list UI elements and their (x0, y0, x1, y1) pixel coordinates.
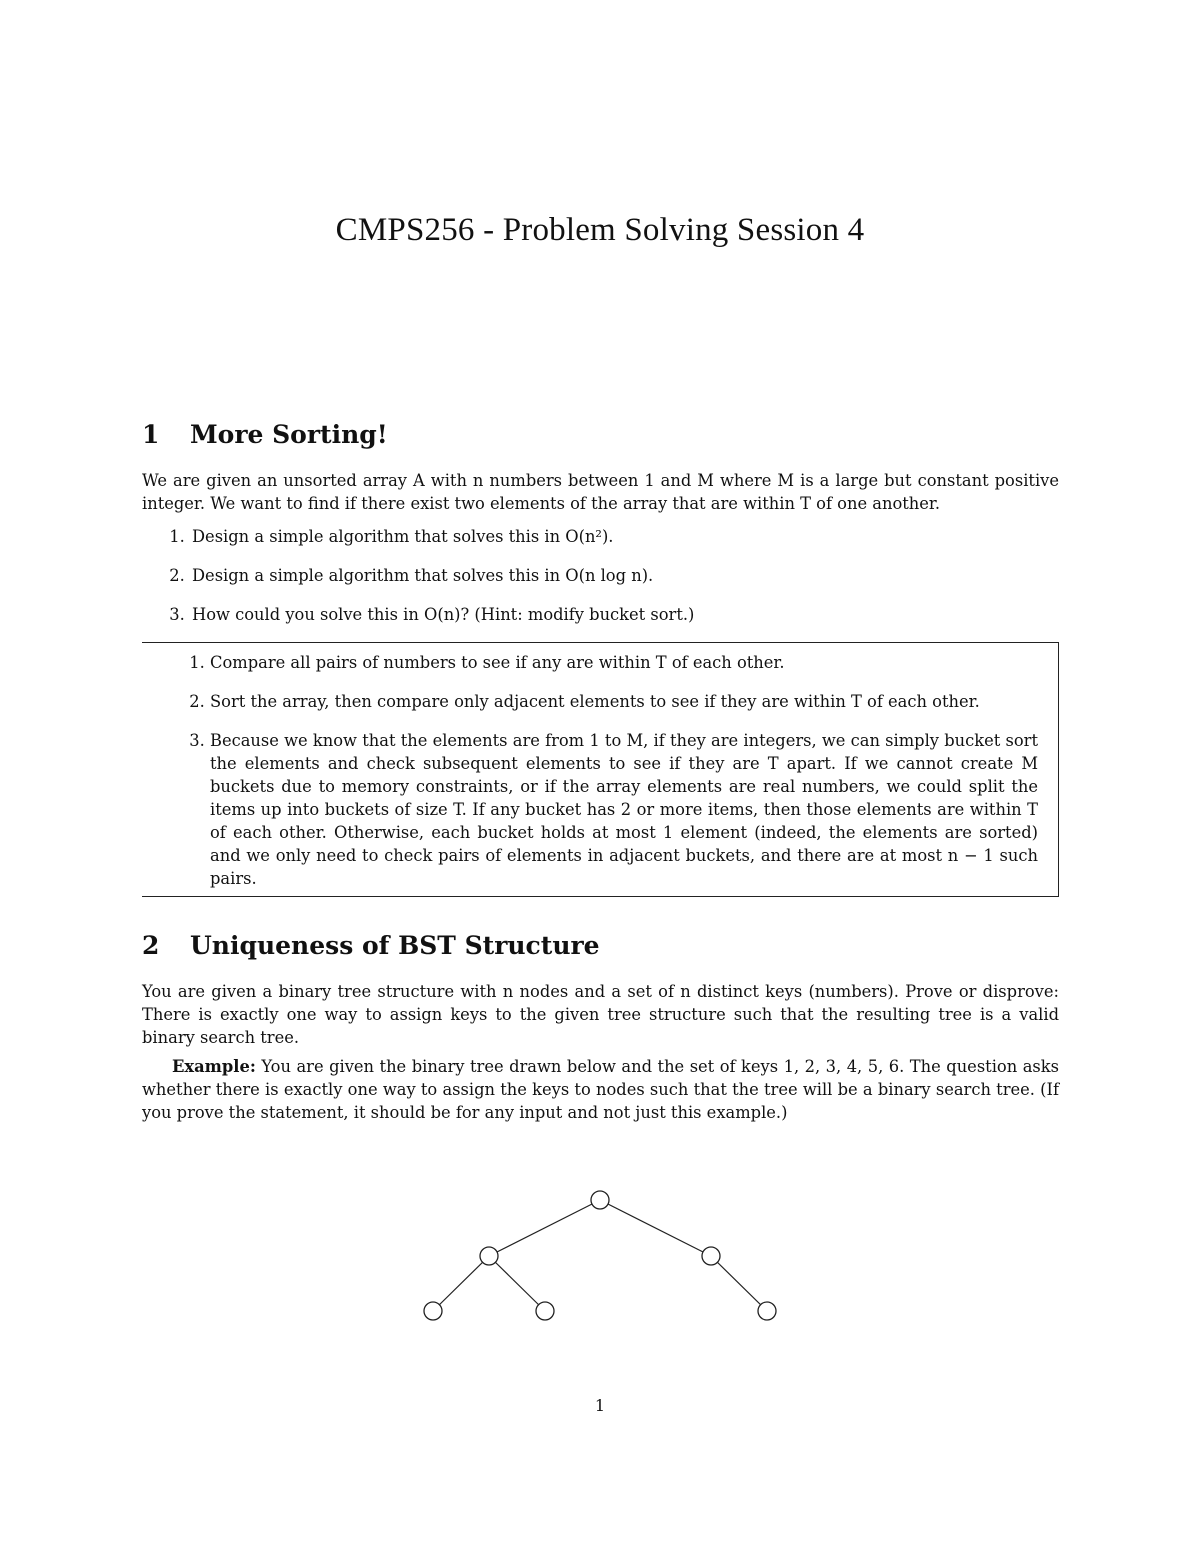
section-2-intro: You are given a binary tree structure with n nodes and a set of n distinct keys (numbers). Prove or disprove: There is exactly one way to assign keys to the given tree structure such that the resulting tree is a valid binary search tree. (142, 982, 1059, 1047)
tree-edge (711, 1256, 767, 1311)
solution-box (142, 642, 1059, 897)
tree-edge (600, 1200, 711, 1256)
tree-node (480, 1247, 498, 1265)
tree-edge (433, 1256, 489, 1311)
example-text: You are given the binary tree drawn below and the set of keys 1, 2, 3, 4, 5, 6. The question asks whether there is exactly one way to assign the keys to nodes such that the tree will be a binary search tree. (If you prove the statement, it should be for any input and not just this example.) (142, 1057, 1059, 1122)
tree-node (702, 1247, 720, 1265)
tree-edge (489, 1256, 545, 1311)
question-item: 1. Design a simple algorithm that solves this in O(n²). (190, 525, 1059, 548)
example-paragraph (142, 1055, 1059, 1124)
tree-node-leaf (758, 1302, 776, 1320)
page-number: 1 (594, 1396, 606, 1415)
example-label: Example: (172, 1057, 256, 1076)
tree-edge (489, 1200, 600, 1256)
section-number: 2 (142, 931, 160, 960)
section-1-heading (142, 420, 1059, 449)
binary-tree-diagram (420, 1180, 790, 1330)
tree-node-leaf (536, 1302, 554, 1320)
section-title: More Sorting! (190, 420, 388, 449)
answer-item: 1. Compare all pairs of numbers to see if any are within T of each other. (210, 651, 1038, 674)
answer-list (162, 651, 1038, 890)
answer-item: 3. Because we know that the elements are from 1 to M, if they are integers, we can simply bucket sort the elements and check subsequent elements to see if they are T apart. If we cannot create M buckets due to memory constraints, or if the array elements are real numbers, we could split the items up into buckets of size T. If any bucket has 2 or more items, then those elements are within T of each other. Otherwise, each bucket holds at most 1 element (indeed, the elements are sorted) and we only need to check pairs of elements in adjacent buckets, and there are at most n − 1 such pairs. (210, 729, 1038, 890)
section-number: 1 (142, 420, 160, 449)
question-list (142, 525, 1059, 626)
section-2-heading (142, 931, 1059, 960)
tree-node-root (591, 1191, 609, 1209)
answer-item: 2. Sort the array, then compare only adjacent elements to see if they are within T of each other. (210, 690, 1038, 713)
section-1-intro: We are given an unsorted array A with n numbers between 1 and M where M is a large but constant positive integer. We want to find if there exist two elements of the array that are within T of one another. (142, 471, 1059, 513)
question-item: 2. Design a simple algorithm that solves this in O(n log n). (190, 564, 1059, 587)
question-item: 3. How could you solve this in O(n)? (Hint: modify bucket sort.) (190, 603, 1059, 626)
main-content (142, 420, 1059, 1124)
page-title: CMPS256 - Problem Solving Session 4 (335, 212, 865, 248)
section-title: Uniqueness of BST Structure (190, 931, 600, 960)
tree-node-leaf (424, 1302, 442, 1320)
